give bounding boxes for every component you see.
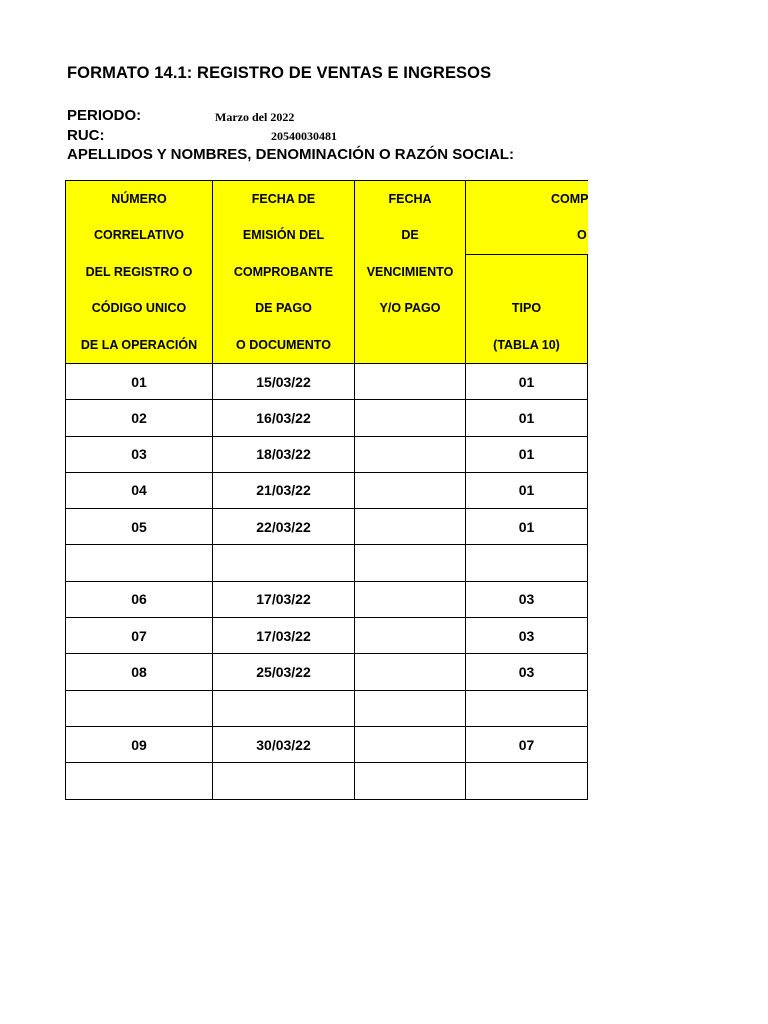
header-comprobante-group [466, 181, 589, 255]
cell-numero: 02 [66, 400, 213, 436]
header-line: DE [401, 228, 419, 243]
cell-numero: 06 [66, 581, 213, 617]
header-line [355, 327, 465, 363]
table-row [66, 472, 589, 508]
cell-fecha-vencimiento [355, 763, 466, 799]
header-serie [588, 254, 589, 363]
table-row [66, 690, 589, 726]
header-fecha-emision [213, 181, 355, 364]
cell-fecha-emision [213, 763, 355, 799]
cell-fecha-vencimiento [355, 509, 466, 545]
header-tipo [466, 254, 588, 363]
cell-numero [66, 690, 213, 726]
table-row [66, 618, 589, 654]
header-line: COMP [551, 192, 588, 207]
ruc-value: 20540030481 [271, 129, 337, 143]
table-row [66, 654, 589, 690]
cell-serie [588, 690, 589, 726]
cell-fecha-vencimiento [355, 618, 466, 654]
header-line: FECHA DE [251, 192, 316, 206]
table-row [66, 436, 589, 472]
cell-fecha-vencimiento [355, 690, 466, 726]
cell-serie [588, 581, 589, 617]
cell-fecha-emision [213, 690, 355, 726]
header-line: DE LA OPERACIÓN [80, 337, 198, 352]
document-title: FORMATO 14.1: REGISTRO DE VENTAS E INGRESOS [67, 64, 492, 82]
cell-serie [588, 654, 589, 690]
cell-fecha-emision: 30/03/22 [213, 726, 355, 762]
cell-tipo: 03 [466, 654, 588, 690]
table-row [66, 581, 589, 617]
cell-fecha-emision: 25/03/22 [213, 654, 355, 690]
cell-fecha-vencimiento [355, 436, 466, 472]
cell-fecha-emision: 17/03/22 [213, 618, 355, 654]
cell-numero: 05 [66, 509, 213, 545]
cell-tipo: 07 [466, 726, 588, 762]
cell-tipo: 03 [466, 618, 588, 654]
cell-numero [66, 763, 213, 799]
cell-fecha-emision: 18/03/22 [213, 436, 355, 472]
header-line: Y/O PAGO [379, 301, 441, 316]
cell-tipo [466, 545, 588, 581]
cell-fecha-emision: 21/03/22 [213, 472, 355, 508]
cell-tipo: 01 [466, 436, 588, 472]
header-line: (TABLA 10) [493, 337, 560, 352]
cell-fecha-emision: 17/03/22 [213, 581, 355, 617]
cell-fecha-emision: 16/03/22 [213, 400, 355, 436]
table-row [66, 763, 589, 799]
table-row [66, 363, 589, 399]
cell-serie [588, 363, 589, 399]
periodo-value: Marzo del 2022 [215, 110, 295, 124]
cell-numero: 01 [66, 363, 213, 399]
cell-numero: 08 [66, 654, 213, 690]
cell-fecha-vencimiento [355, 726, 466, 762]
header-line: TIPO [511, 301, 542, 316]
header-fecha-vencimiento [355, 181, 466, 364]
cell-serie [588, 400, 589, 436]
cell-serie [588, 726, 589, 762]
header-line: FECHA [388, 192, 432, 206]
cell-numero: 03 [66, 436, 213, 472]
cell-serie [588, 472, 589, 508]
header-line: O [577, 228, 587, 243]
cell-numero: 09 [66, 726, 213, 762]
header-line: DE PAGO [255, 301, 312, 316]
header-line: VENCIMIENTO [366, 264, 454, 279]
header-line: NÚMERO [111, 192, 167, 206]
cell-fecha-vencimiento [355, 545, 466, 581]
cell-serie [588, 545, 589, 581]
cell-serie [588, 509, 589, 545]
header-numero-correlativo [66, 181, 213, 364]
razon-social-label: APELLIDOS Y NOMBRES, DENOMINACIÓN O RAZÓN SOCIAL: [67, 146, 514, 163]
table-row [66, 545, 589, 581]
header-line: EMISIÓN DEL [242, 228, 325, 243]
periodo-label: PERIODO: [67, 107, 142, 124]
cell-fecha-vencimiento [355, 581, 466, 617]
header-line: O DOCUMENTO [236, 337, 331, 352]
cell-tipo: 01 [466, 509, 588, 545]
cell-fecha-emision: 15/03/22 [213, 363, 355, 399]
register-sheet [65, 180, 588, 801]
ruc-label: RUC: [67, 127, 105, 144]
cell-tipo: 01 [466, 363, 588, 399]
cell-tipo: 01 [466, 472, 588, 508]
cell-numero [66, 545, 213, 581]
cell-numero: 07 [66, 618, 213, 654]
cell-serie [588, 618, 589, 654]
header-line: CÓDIGO UNICO [91, 301, 187, 316]
cell-fecha-vencimiento [355, 654, 466, 690]
cell-fecha-emision: 22/03/22 [213, 509, 355, 545]
header-line: CORRELATIVO [93, 228, 185, 243]
cell-serie [588, 436, 589, 472]
cell-numero: 04 [66, 472, 213, 508]
cell-tipo: 03 [466, 581, 588, 617]
cell-fecha-emision [213, 545, 355, 581]
cell-tipo [466, 690, 588, 726]
cell-fecha-vencimiento [355, 400, 466, 436]
table-row [66, 400, 589, 436]
header-line: DEL REGISTRO O [85, 264, 193, 279]
cell-fecha-vencimiento [355, 472, 466, 508]
cell-serie [588, 763, 589, 799]
register-rows [66, 363, 589, 799]
sales-register-table [65, 180, 588, 800]
cell-tipo: 01 [466, 400, 588, 436]
cell-tipo [466, 763, 588, 799]
cell-fecha-vencimiento [355, 363, 466, 399]
table-row [66, 509, 589, 545]
header-line: COMPROBANTE [233, 264, 334, 279]
table-row [66, 726, 589, 762]
